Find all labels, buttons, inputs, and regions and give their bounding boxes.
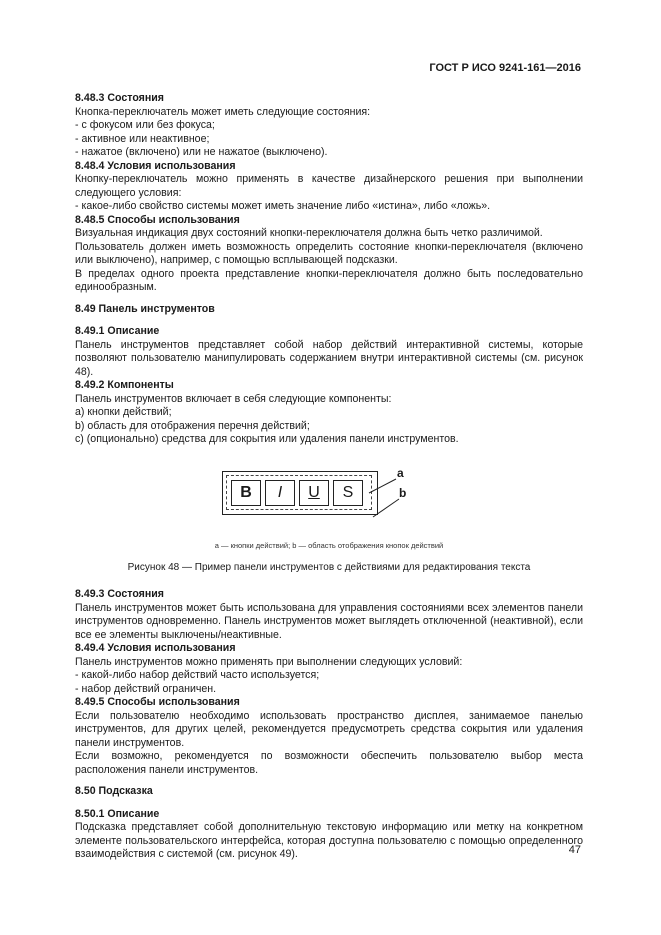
section-8-50-1-title: 8.50.1 Описание bbox=[75, 807, 160, 820]
figure-legend: a — кнопки действий; b — область отображения кнопок действий bbox=[214, 540, 444, 550]
paragraph: Подсказка представляет собой дополнительную текстовую информацию или метку на конкретном элементе пользовательского интерфейса, которая доступна пользователю с помощью определенного взаимодействия с системой (см. рисунок 49). bbox=[75, 821, 583, 860]
section-8-49-3-title: 8.49.3 Состояния bbox=[75, 588, 164, 600]
paragraph: Кнопку-переключатель можно применять в качестве дизайнерского решения при выполнении следующего условия: bbox=[75, 173, 583, 199]
paragraph: Если пользователю необходимо использовать пространство дисплея, занимаемое панелью инструментов, для других целей, рекомендуется предусмотреть средства сокрытия или удаления панели инструментов. bbox=[75, 709, 583, 749]
page-number: 47 bbox=[568, 844, 581, 856]
page-content bbox=[75, 92, 583, 862]
label-b: b bbox=[399, 485, 407, 500]
paragraph: В пределах одного проекта представление кнопки-переключателя должно быть последовательно единообразным. bbox=[75, 267, 583, 293]
standard-header: ГОСТ Р ИСО 9241-161—2016 bbox=[429, 62, 581, 74]
underline-button: U bbox=[299, 480, 329, 506]
list-item: - набор действий ограничен. bbox=[75, 682, 217, 695]
section-8-48-3-title: 8.48.3 Состояния bbox=[75, 92, 164, 104]
list-item: b) область для отображения перечня действий; bbox=[75, 419, 310, 432]
paragraph: Панель инструментов может быть использована для управления состояниями всех элементов панели инструментов одновременно. Панель инструментов может выглядеть отключенной (неактивной), если все ее элементы выключены/неактивные. bbox=[75, 601, 583, 641]
section-8-49-title: 8.49 Панель инструментов bbox=[75, 302, 215, 315]
section-8-49-1-title: 8.49.1 Описание bbox=[75, 325, 160, 337]
paragraph: Панель инструментов можно применять при выполнении следующих условий: bbox=[75, 655, 463, 668]
paragraph: Панель инструментов включает в себя следующие компоненты: bbox=[75, 392, 392, 405]
paragraph: Если возможно, рекомендуется по возможности обеспечить пользователю выбор места расположения панели инструментов. bbox=[75, 750, 583, 776]
figure-48 bbox=[75, 447, 583, 555]
list-item: a) кнопки действий; bbox=[75, 406, 172, 418]
list-item: c) (опционально) средства для сокрытия или удаления панели инструментов. bbox=[75, 433, 459, 445]
list-item: - какое-либо свойство системы может иметь значение либо «истина», либо «ложь». bbox=[75, 200, 491, 212]
section-8-50-title: 8.50 Подсказка bbox=[75, 785, 153, 797]
section-8-48-5-title: 8.48.5 Способы использования bbox=[75, 213, 240, 226]
bold-button: B bbox=[231, 480, 261, 506]
list-item: - какой-либо набор действий часто используется; bbox=[75, 669, 320, 681]
list-item: - активное или неактивное; bbox=[75, 132, 210, 145]
figure-caption: Рисунок 48 — Пример панели инструментов с действиями для редактирования текста bbox=[127, 561, 531, 573]
paragraph: Визуальная индикация двух состояний кнопки-переключателя должна быть четко различимой. bbox=[75, 227, 543, 239]
label-a: a bbox=[397, 465, 404, 480]
strikethrough-button: S bbox=[333, 480, 363, 506]
list-item: - нажатое (включено) или не нажатое (выключено). bbox=[75, 146, 328, 158]
paragraph: Кнопка-переключатель может иметь следующие состояния: bbox=[75, 105, 371, 118]
italic-button: I bbox=[265, 480, 295, 506]
paragraph: Пользователь должен иметь возможность определить состояние кнопки-переключателя (включено или выключено), например, с помощью всплывающей подсказки. bbox=[75, 240, 583, 266]
section-8-48-4-title: 8.48.4 Условия использования bbox=[75, 159, 236, 172]
section-8-49-5-title: 8.49.5 Способы использования bbox=[75, 696, 240, 708]
list-item: - с фокусом или без фокуса; bbox=[75, 119, 215, 131]
section-8-49-4-title: 8.49.4 Условия использования bbox=[75, 642, 236, 654]
paragraph: Панель инструментов представляет собой набор действий интерактивной системы, которые позволяют пользователю манипулировать содержанием внутри интерактивной системы (см. рисунок 48). bbox=[75, 338, 583, 378]
section-8-49-2-title: 8.49.2 Компоненты bbox=[75, 379, 174, 391]
